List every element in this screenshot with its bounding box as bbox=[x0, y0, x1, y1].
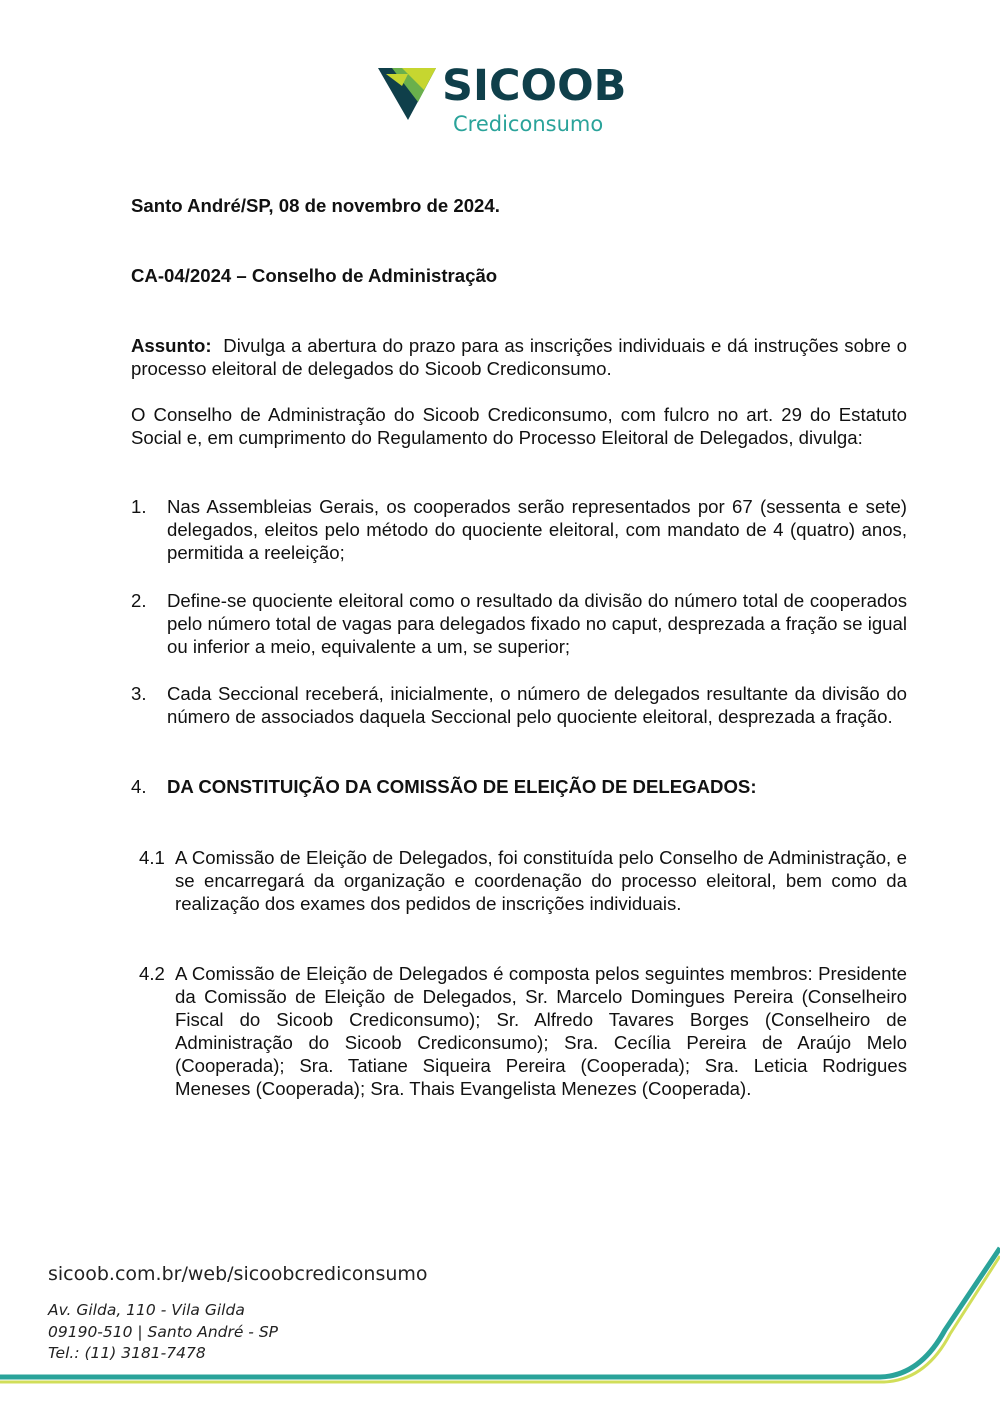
list-item-number: 3. bbox=[131, 683, 147, 704]
list-item-number: 1. bbox=[131, 496, 147, 517]
sub-list-item-text: A Comissão de Eleição de Delegados é composta pelos seguintes membros: Presidente da Comissão de Eleição de Delegados, Sr. Marcelo Domingues Pereira (Conselheiro Fiscal do Sicoob Crediconsumo); Sr. Alfredo Tavares Borges (Conselheiro de Administração do Sicoob Crediconsumo); Sra. Cecília Pereira de Araújo Melo (Cooperada); Sra. Tatiane Siqueira Pereira (Cooperada); Sra. Leticia Rodrigues Meneses (Cooperada); Sra. Thais Evangelista Menezes (Cooperada). bbox=[175, 963, 907, 1099]
brand-name: SICOOB bbox=[442, 61, 627, 111]
section-heading: DA CONSTITUIÇÃO DA COMISSÃO DE ELEIÇÃO DE DELEGADOS: bbox=[167, 776, 757, 797]
list-item-text: Cada Seccional receberá, inicialmente, o número de delegados resultante da divisão do número de associados daquela Seccional pelo quociente eleitoral, desprezada a fração. bbox=[167, 683, 907, 727]
sub-list-item-number: 4.2 bbox=[139, 963, 165, 984]
subject-text: Divulga a abertura do prazo para as inscrições individuais e dá instruções sobre o processo eleitoral de delegados do Sicoob Crediconsumo. bbox=[131, 335, 907, 379]
date-line: Santo André/SP, 08 de novembro de 2024. bbox=[131, 195, 500, 216]
list-item-text: Define-se quociente eleitoral como o resultado da divisão do número total de cooperados pelo número total de vagas para delegados fixado no caput, desprezada a fração se igual ou inferior a meio, equivalente a um, se superior; bbox=[167, 590, 907, 657]
address-block bbox=[48, 1300, 428, 1365]
address-line: Av. Gilda, 110 - Vila Gilda bbox=[48, 1301, 245, 1319]
intro-paragraph: O Conselho de Administração do Sicoob Crediconsumo, com fulcro no art. 29 do Estatuto Social e, em cumprimento do Regulamento do Processo Eleitoral de Delegados, divulga: bbox=[131, 404, 907, 448]
address-line: 09190-510 | Santo André - SP bbox=[48, 1322, 279, 1341]
list-item-text: Nas Assembleias Gerais, os cooperados serão representados por 67 (sessenta e sete) delegados, eleitos pelo método do quociente eleitoral, com mandato de 4 (quatro) anos, permitida a reeleição; bbox=[167, 496, 907, 563]
list-item-number: 4. bbox=[131, 776, 147, 797]
footer bbox=[48, 1262, 428, 1365]
reference-line: CA-04/2024 – Conselho de Administração bbox=[131, 265, 498, 286]
sub-list-item-number: 4.1 bbox=[139, 847, 165, 868]
website-link[interactable]: sicoob.com.br/web/sicoobcrediconsumo bbox=[48, 1263, 428, 1285]
phone-number: Tel.: (11) 3181-7478 bbox=[48, 1344, 206, 1362]
brand-subname: Crediconsumo bbox=[453, 112, 604, 136]
subject-label: Assunto: bbox=[131, 335, 212, 356]
sub-list-item-text: A Comissão de Eleição de Delegados, foi constituída pelo Conselho de Administração, e se encarregará da organização e coordenação do processo eleitoral, bem como da realização dos exames dos pedidos de inscrições individuais. bbox=[175, 847, 907, 914]
list-item-number: 2. bbox=[131, 590, 147, 611]
